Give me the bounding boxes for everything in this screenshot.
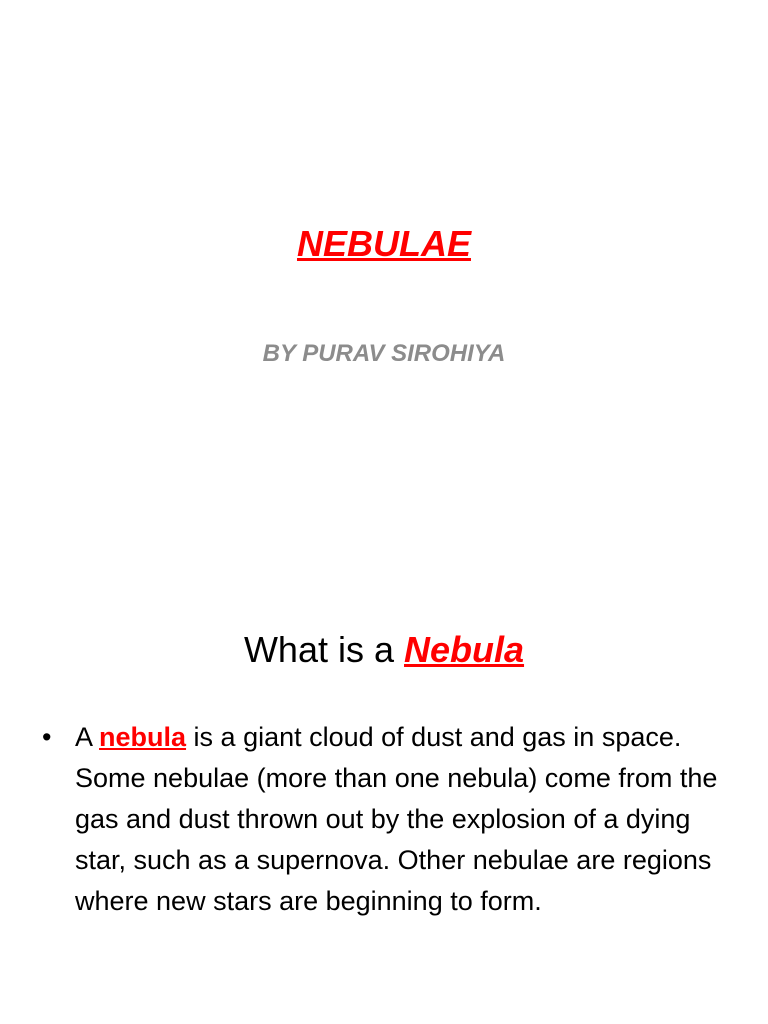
slide-heading [0,626,768,674]
bullet-item [40,717,730,922]
bullet-icon: • [42,722,52,752]
bullet-list [40,717,730,922]
bullet-accent-word: nebula [99,722,187,752]
heading-prefix: What is a [243,629,405,670]
bullet-text: is a giant cloud of dust and gas in space. Some nebulae (more than one nebula) come from the gas and dust thrown out by the explosion of a dying star, such as a supernova. Other nebulae are regions where new stars are beginning to form. [75,722,718,916]
heading-accent-word: Nebula [404,629,525,670]
slide-title: NEBULAE [296,223,471,264]
content-slide [0,512,768,1024]
bullet-prefix: A [75,722,100,752]
slide-subtitle: BY PURAV SIROHIYA [262,340,506,367]
